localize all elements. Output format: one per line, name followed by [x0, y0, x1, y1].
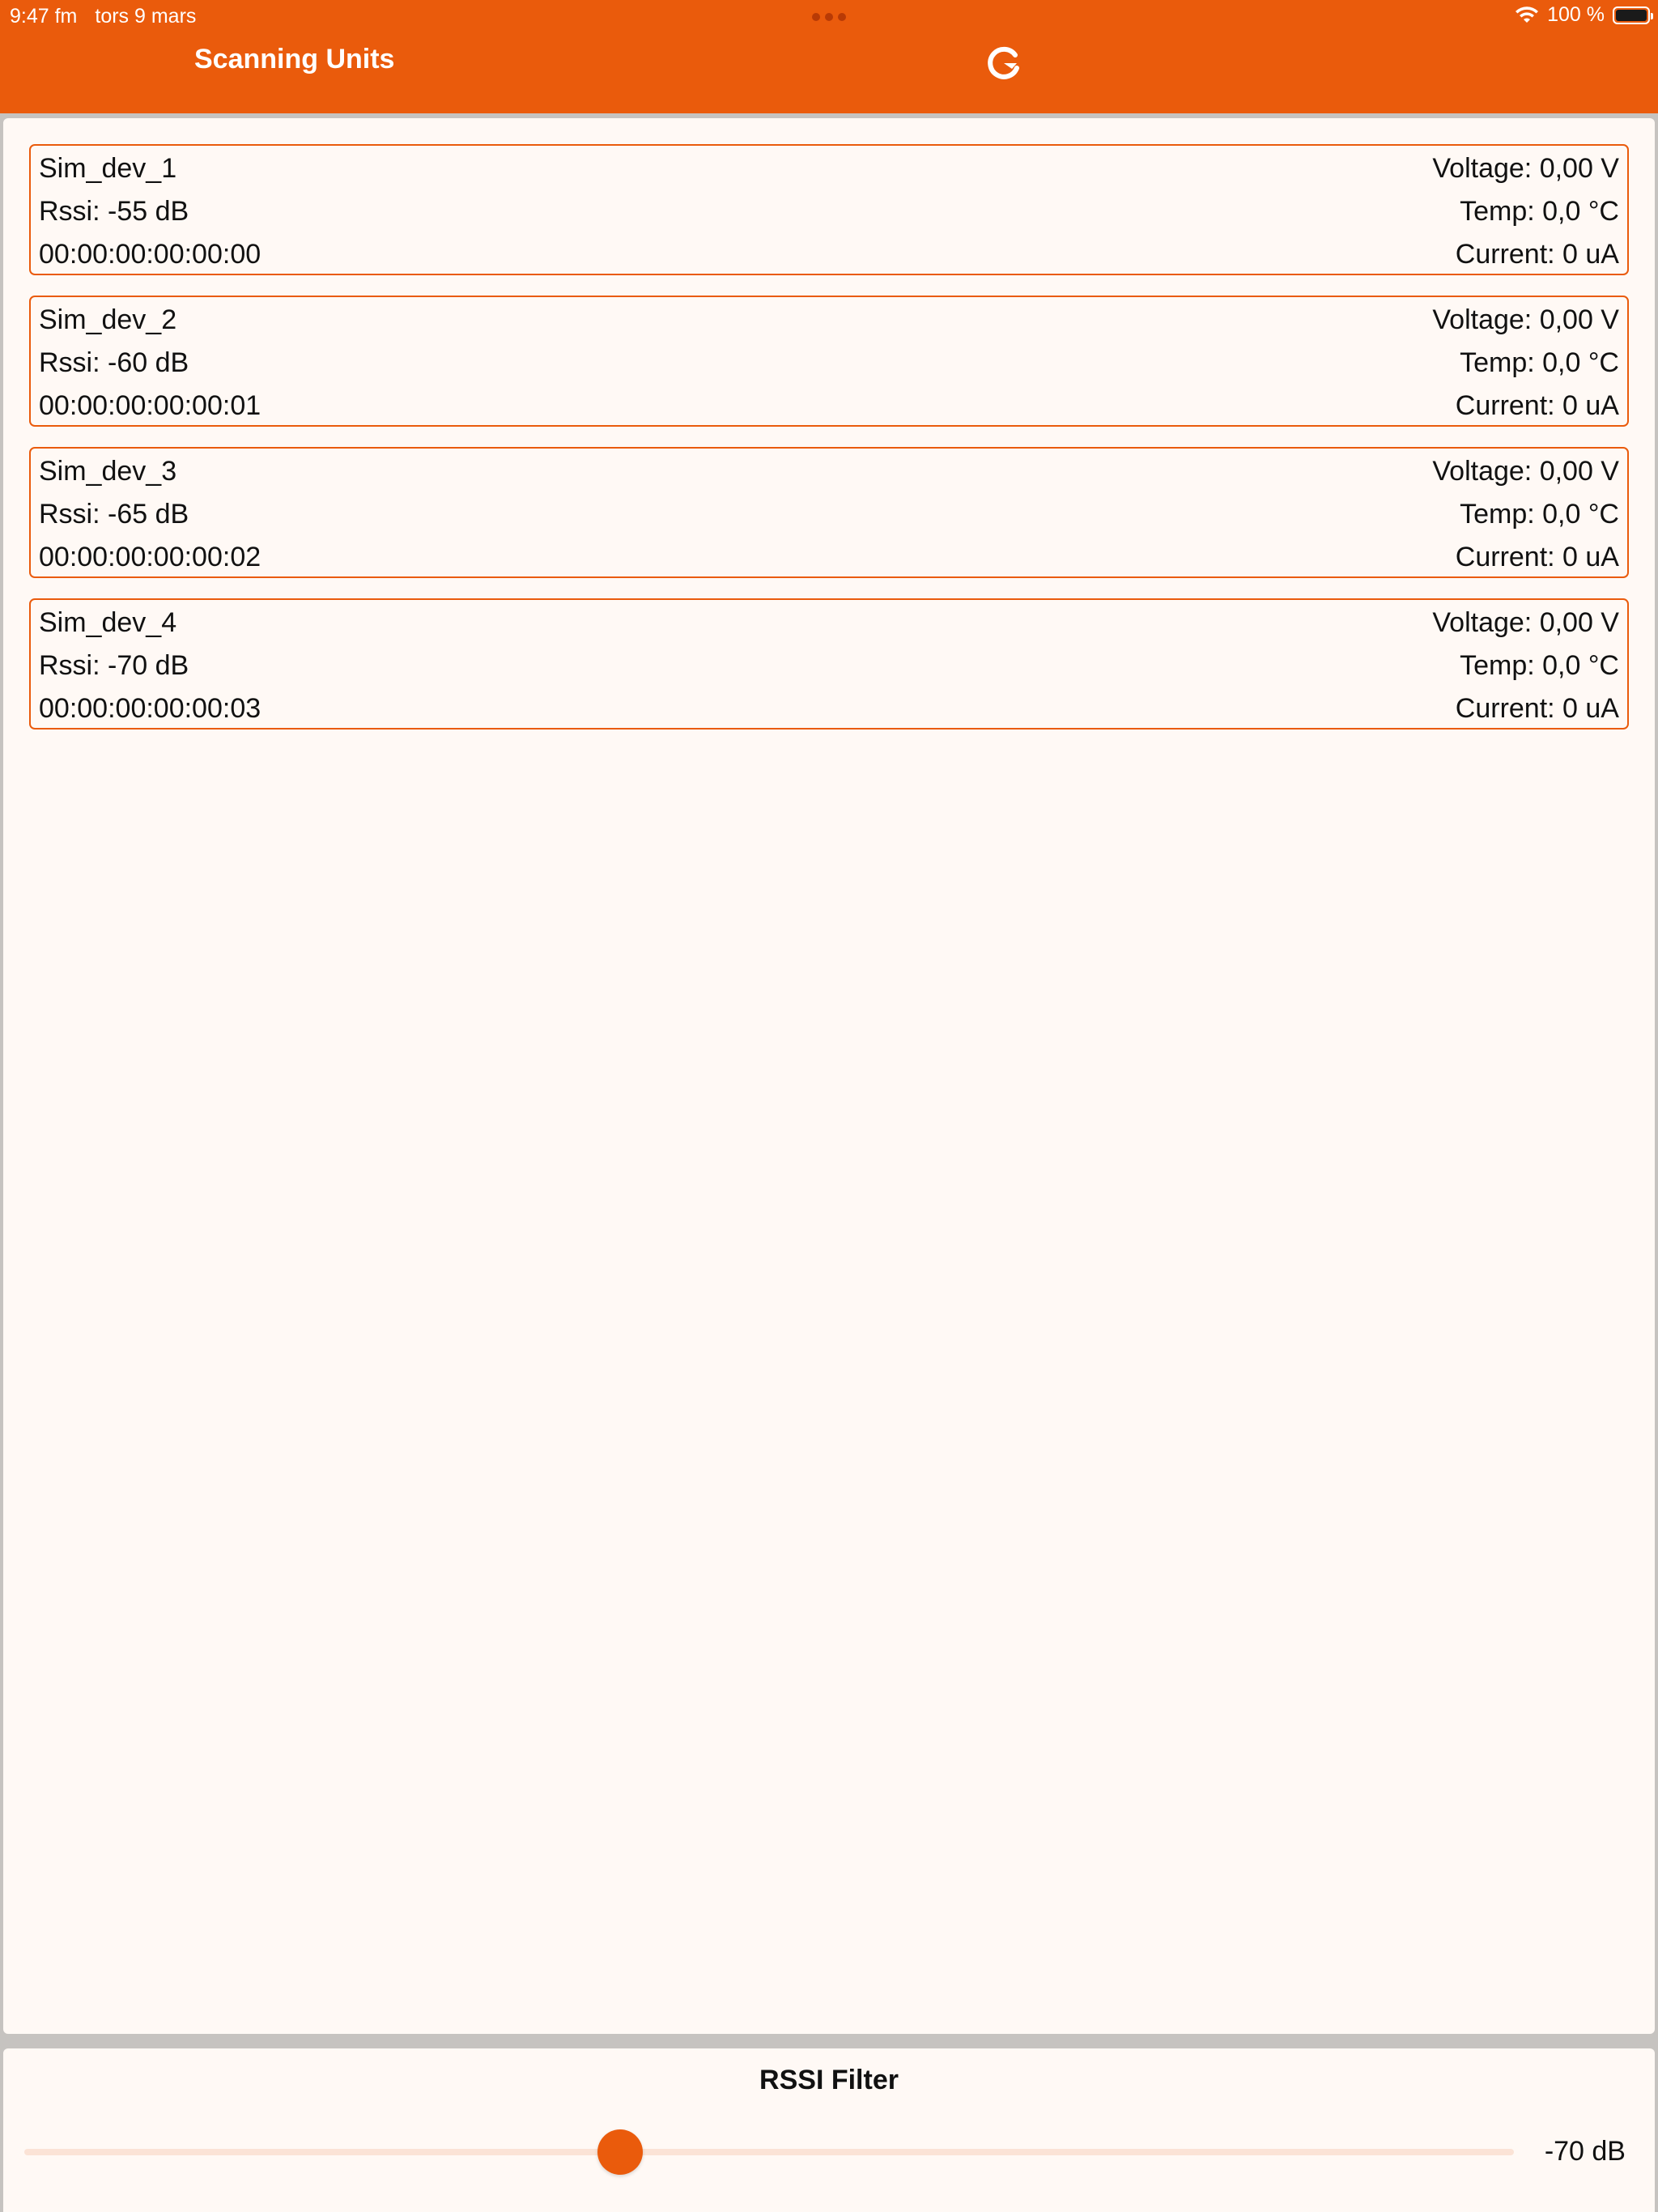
rssi-filter-value: -70 dB: [1544, 2136, 1626, 2167]
device-voltage: Voltage: 0,00 V: [1432, 304, 1619, 335]
status-bar-left: [10, 5, 196, 28]
page-title: Scanning Units: [194, 44, 395, 74]
device-list[interactable]: [3, 118, 1655, 2034]
rssi-slider-track[interactable]: [24, 2149, 1514, 2155]
wifi-icon: [1515, 6, 1539, 24]
navigation-bar: [0, 0, 1658, 113]
device-temperature: Temp: 0,0 °C: [1460, 650, 1619, 681]
device-current: Current: 0 uA: [1455, 693, 1619, 724]
device-voltage: Voltage: 0,00 V: [1432, 607, 1619, 638]
status-bar-right: [1515, 3, 1650, 27]
device-rssi: Rssi: -60 dB: [39, 347, 189, 378]
device-name: Sim_dev_3: [39, 456, 177, 487]
device-mac-address: 00:00:00:00:00:01: [39, 390, 261, 421]
battery-icon: [1613, 6, 1650, 24]
status-time: 9:47 fm: [10, 5, 78, 28]
device-mac-address: 00:00:00:00:00:03: [39, 693, 261, 724]
filter-title: RSSI Filter: [759, 2065, 899, 2095]
device-temperature: Temp: 0,0 °C: [1460, 499, 1619, 530]
device-temperature: Temp: 0,0 °C: [1460, 196, 1619, 227]
device-name: Sim_dev_4: [39, 607, 177, 638]
device-voltage: Voltage: 0,00 V: [1432, 456, 1619, 487]
device-name: Sim_dev_2: [39, 304, 177, 335]
device-card[interactable]: [29, 144, 1629, 275]
multitasking-icon[interactable]: [812, 13, 846, 21]
status-date: tors 9 mars: [95, 5, 197, 28]
device-rssi: Rssi: -65 dB: [39, 499, 189, 530]
rssi-slider-thumb[interactable]: [597, 2129, 643, 2175]
device-mac-address: 00:00:00:00:00:00: [39, 239, 261, 270]
battery-percentage: 100 %: [1547, 3, 1605, 26]
rssi-filter-panel: [3, 2048, 1655, 2212]
device-current: Current: 0 uA: [1455, 542, 1619, 572]
device-voltage: Voltage: 0,00 V: [1432, 153, 1619, 184]
device-rssi: Rssi: -55 dB: [39, 196, 189, 227]
device-card[interactable]: [29, 447, 1629, 578]
device-card[interactable]: [29, 598, 1629, 730]
device-temperature: Temp: 0,0 °C: [1460, 347, 1619, 378]
device-current: Current: 0 uA: [1455, 239, 1619, 270]
device-current: Current: 0 uA: [1455, 390, 1619, 421]
device-card[interactable]: [29, 296, 1629, 427]
device-name: Sim_dev_1: [39, 153, 177, 184]
refresh-icon[interactable]: [984, 44, 1023, 83]
device-rssi: Rssi: -70 dB: [39, 650, 189, 681]
device-mac-address: 00:00:00:00:00:02: [39, 542, 261, 572]
